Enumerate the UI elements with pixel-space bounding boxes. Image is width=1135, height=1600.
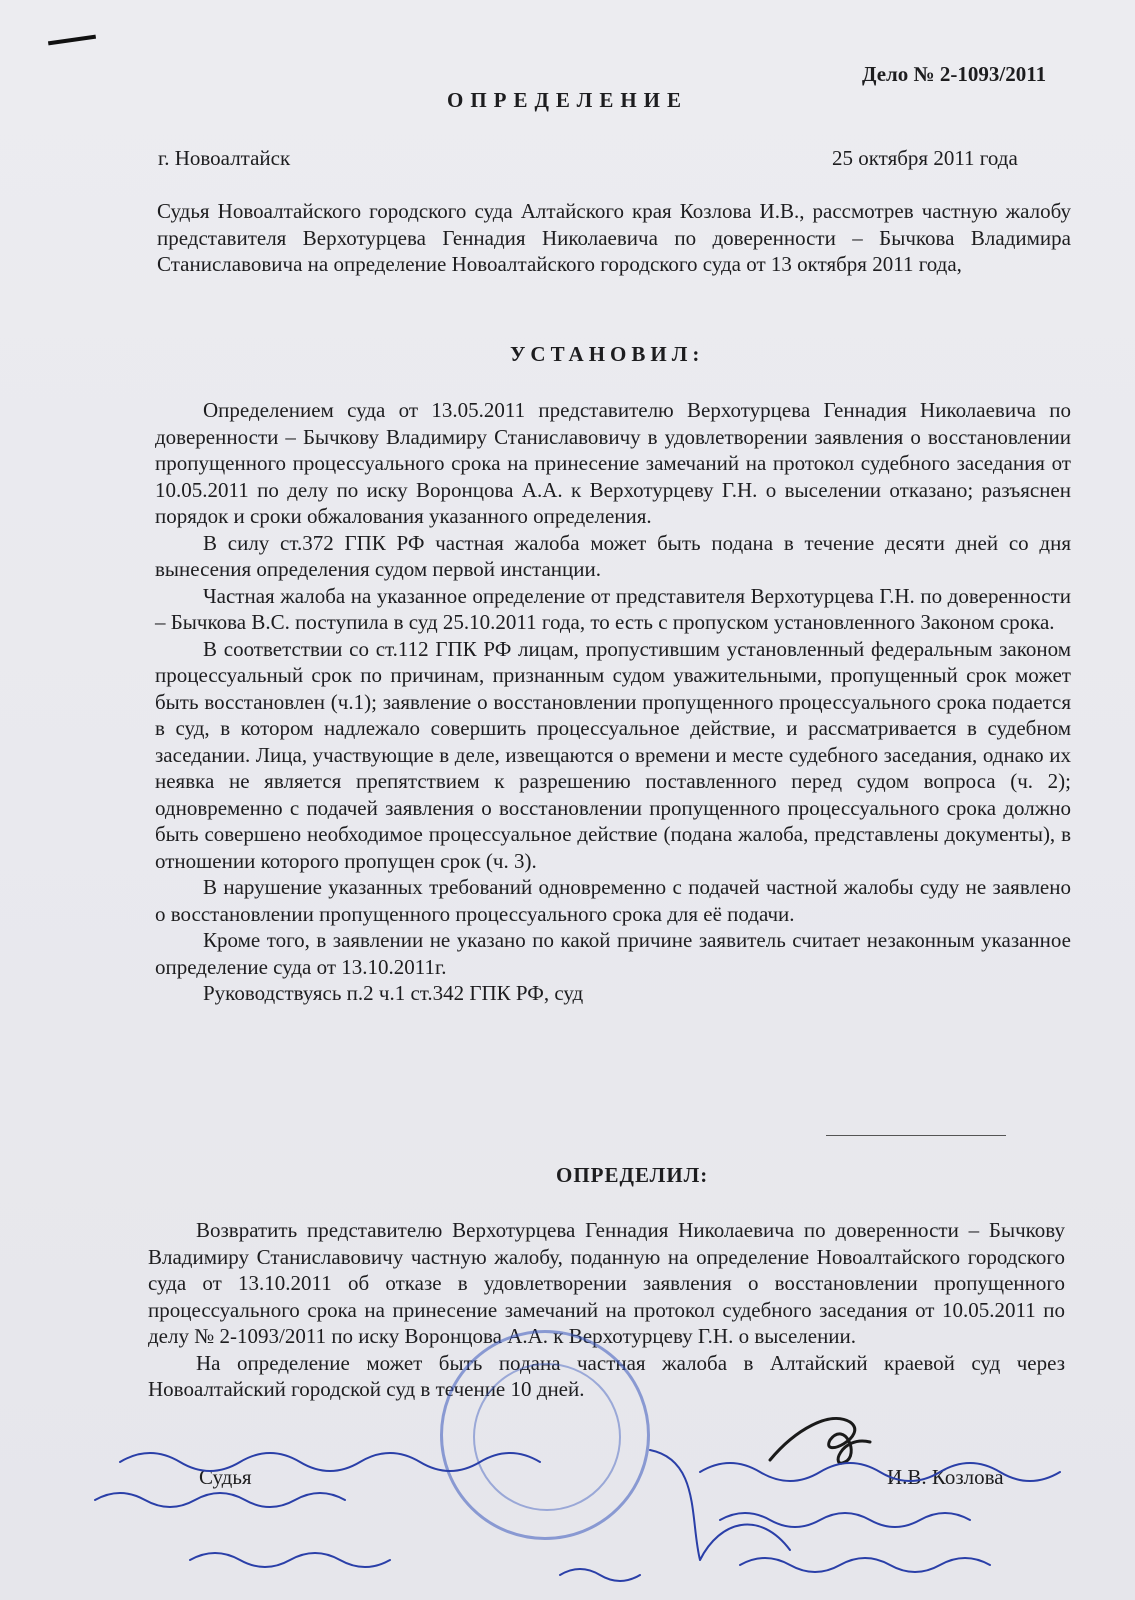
pen-dash-mark — [48, 35, 96, 46]
judge-signature — [770, 1418, 870, 1463]
note-line-7 — [560, 1569, 640, 1581]
case-number: Дело № 2-1093/2011 — [862, 62, 1047, 86]
document-date: 25 октября 2011 года — [832, 146, 1018, 170]
handwritten-annotations — [0, 1400, 1135, 1600]
intro-text: Судья Новоалтайского городского суда Алтайского края Козлова И.В., рассмотрев частную жалобу представителя Верхотурцева Геннадия Николаевича по доверенности – Бычкова Владимира Станиславовича на определение Новоалтайского городского суда от 13 октября 2011 года, — [157, 199, 1071, 276]
ruled-paragraph: Возвратить представителю Верхотурцева Геннадия Николаевича по доверенности – Бычкову Владимиру Станиславовичу частную жалобу, поданную на определение Новоалтайского городского суда от 13.10.2011 об отказе в удовлетворении заявления о восстановлении пропущенного процессуального срока на принесение замечаний на протокол судебного заседания от 10.05.2011 по делу № 2-1093/2011 по иску Воронцова А.А. к Верхотурцеву Г.Н. о выселении. — [148, 1218, 1065, 1348]
established-paragraph: Руководствуясь п.2 ч.1 ст.342 ГПК РФ, суд — [203, 981, 584, 1005]
assistant-signature — [650, 1450, 790, 1560]
note-line-3 — [700, 1463, 1060, 1481]
judge-label: Судья — [199, 1465, 252, 1489]
established-section — [155, 397, 1071, 1007]
established-paragraph: В силу ст.372 ГПК РФ частная жалоба может быть подана в течение десяти дней со дня вынесения определения судом первой инстанции. — [155, 530, 1071, 581]
judge-name: И.В. Козлова — [887, 1465, 1004, 1489]
city-line: г. Новоалтайск — [158, 146, 291, 170]
faint-rule-line — [826, 1135, 1006, 1136]
established-paragraph: Кроме того, в заявлении не указано по какой причине заявитель считает незаконным указанное определение суда от 13.10.2011г. — [155, 928, 1071, 979]
ruled-paragraph: На определение может быть подана частная жалоба в Алтайский краевой суд через Новоалтайский городской суд в течение 10 дней. — [148, 1350, 1065, 1401]
established-paragraph: В нарушение указанных требований одновременно с подачей частной жалобы суду не заявлено о восстановлении пропущенного процессуального срока для её подачи. — [155, 875, 1071, 926]
established-heading: УСТАНОВИЛ: — [510, 342, 705, 366]
note-line-1 — [120, 1453, 540, 1471]
intro-paragraph — [157, 198, 1071, 278]
established-paragraph: В соответствии со ст.112 ГПК РФ лицам, пропустившим установленный федеральным законом процессуальный срок по причинам, признанным судом уважительными, пропущенный срок может быть восстановлен (ч.1); заявление о восстановлении пропущенного процессуального срока подается в суд, в котором надлежало совершить процессуальное действие, и рассматривается в судебном заседании. Лица, участвующие в деле, извещаются о времени и месте судебного заседания, однако их неявка не является препятствием к разрешению поставленного перед судом вопроса (ч. 2); одновременно с подачей заявления о восстановлении пропущенного процессуального срока должно быть совершено необходимое процессуальное действие (подана жалоба, представлены документы), в отношении которого пропущен срок (ч. 3). — [155, 636, 1071, 873]
established-paragraph: Определением суда от 13.05.2011 представителю Верхотурцева Геннадия Николаевича по доверенности – Бычкову Владимиру Станиславовичу в удовлетворении заявления о восстановлении пропущенного процессуального срока на принесение замечаний на протокол судебного заседания от 10.05.2011 по делу по иску Воронцова А.А. к Верхотурцеву Г.Н. о выселении отказано; разъяснен порядок и сроки обжалования указанного определения. — [155, 398, 1071, 528]
document-title: ОПРЕДЕЛЕНИЕ — [446, 88, 688, 112]
note-line-6 — [190, 1553, 390, 1567]
established-paragraph: Частная жалоба на указанное определение от представителя Верхотурцева Г.Н. по доверенности – Бычкова В.С. поступила в суд 25.10.2011 года, то есть с пропуском установленного Законом срока. — [155, 583, 1071, 634]
ruled-heading: ОПРЕДЕЛИЛ: — [556, 1163, 709, 1187]
note-line-5 — [740, 1558, 990, 1572]
note-line-2 — [95, 1493, 345, 1507]
